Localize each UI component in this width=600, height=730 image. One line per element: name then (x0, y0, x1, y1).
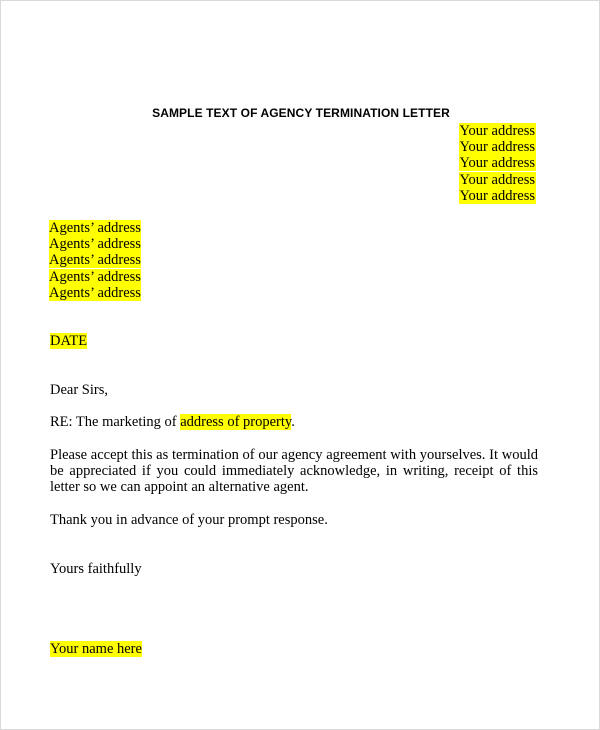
letter-title: SAMPLE TEXT OF AGENCY TERMINATION LETTER (152, 106, 450, 120)
sender-address-line: Your address (459, 139, 535, 156)
recipient-address-block (49, 220, 141, 301)
salutation: Dear Sirs, (50, 382, 108, 398)
thanks-line: Thank you in advance of your prompt response. (50, 512, 328, 528)
recipient-address-line: Agents’ address (49, 284, 141, 301)
sender-address-line: Your address (459, 187, 535, 204)
recipient-address-line: Agents’ address (49, 220, 141, 236)
recipient-address-line: Agents’ address (49, 252, 141, 269)
sender-address-line: Your address (459, 123, 535, 139)
letter-date: DATE (50, 333, 88, 349)
sender-address-line: Your address (459, 155, 535, 172)
re-line: RE: The marketing of address of property. (50, 414, 295, 430)
property-address-placeholder: address of property (180, 414, 292, 430)
signature-name: Your name here (50, 641, 142, 657)
sender-address-line: Your address (459, 171, 535, 188)
closing-line: Yours faithfully (50, 561, 142, 577)
recipient-address-line: Agents’ address (49, 268, 141, 285)
recipient-address-line: Agents’ address (49, 236, 141, 253)
sender-address-block (459, 123, 536, 204)
body-paragraph: Please accept this as termination of our agency agreement with yourselves. It would be appreciated if you could immediately acknowledge, in writing, receipt of this letter so we can appoint an alternative agent. (50, 447, 538, 496)
